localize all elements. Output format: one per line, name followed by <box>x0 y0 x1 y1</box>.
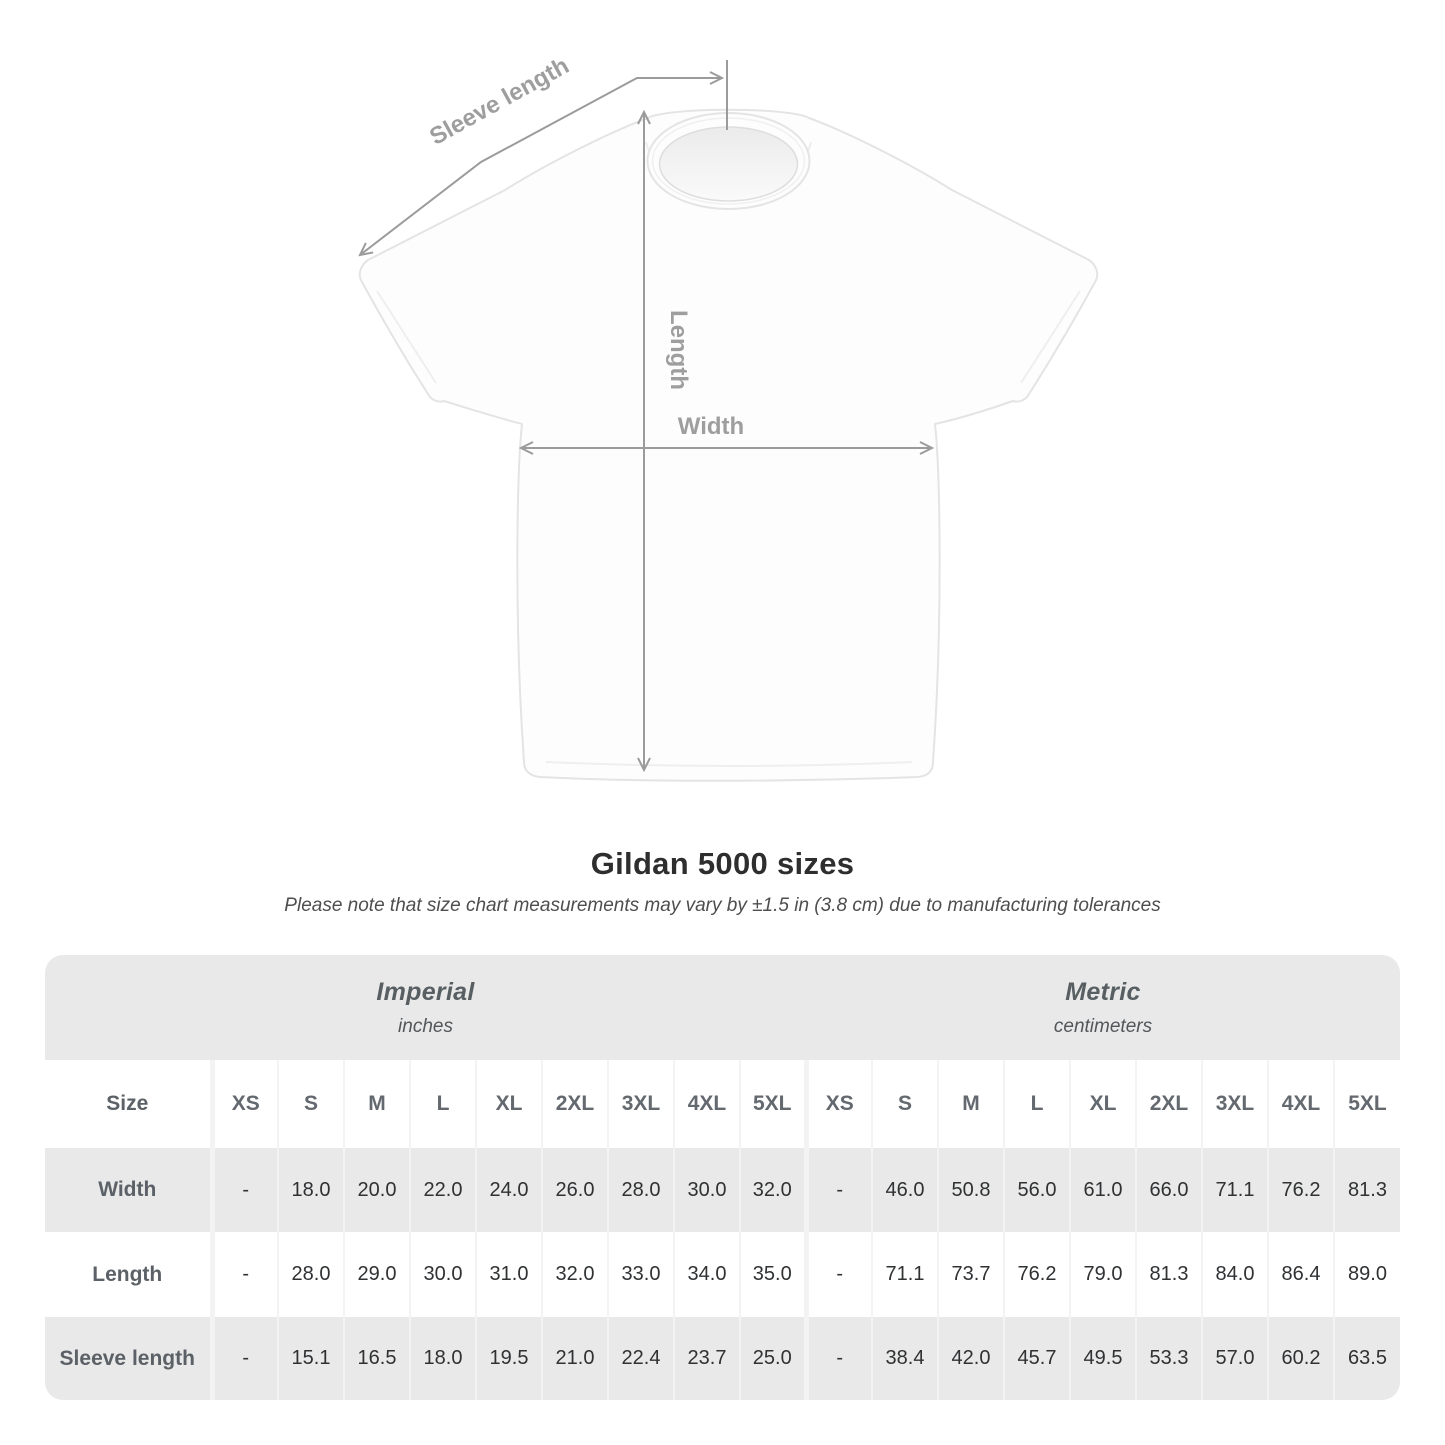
size-header-metric-xl: XL <box>1070 1060 1136 1148</box>
size-header-imperial-4xl: 4XL <box>674 1060 740 1148</box>
size-header-metric-5xl: 5XL <box>1334 1060 1400 1148</box>
row-label: Width <box>45 1148 212 1232</box>
measurement-cell: 21.0 <box>542 1317 608 1400</box>
measurement-cell: 57.0 <box>1202 1317 1268 1400</box>
sleeve-length-arrow-label: Sleeve length <box>425 52 574 151</box>
size-header-metric-l: L <box>1004 1060 1070 1148</box>
section-sublabel: centimeters <box>1053 1015 1153 1037</box>
measurement-cell: 76.2 <box>1268 1148 1334 1232</box>
size-header-imperial-s: S <box>278 1060 344 1148</box>
measurement-cell: 32.0 <box>740 1148 806 1232</box>
measurement-cell: 73.7 <box>938 1232 1004 1317</box>
size-table-container <box>45 955 1400 1400</box>
measurement-cell: 18.0 <box>278 1148 344 1232</box>
tshirt-illustration <box>360 110 1097 781</box>
title-block <box>0 846 1445 917</box>
measurement-cell: 45.7 <box>1004 1317 1070 1400</box>
size-header-imperial-l: L <box>410 1060 476 1148</box>
measurement-cell: 18.0 <box>410 1317 476 1400</box>
measurement-cell: 81.3 <box>1136 1232 1202 1317</box>
size-header-metric-s: S <box>872 1060 938 1148</box>
measurement-cell: 60.2 <box>1268 1317 1334 1400</box>
measurement-cell: 16.5 <box>344 1317 410 1400</box>
size-header-imperial-m: M <box>344 1060 410 1148</box>
tshirt-body <box>360 110 1097 781</box>
measurement-cell: 63.5 <box>1334 1317 1400 1400</box>
measurement-cell: 50.8 <box>938 1148 1004 1232</box>
width-arrow-label: Width <box>677 413 745 440</box>
measurement-cell: 42.0 <box>938 1317 1004 1400</box>
row-label: Sleeve length <box>45 1317 212 1400</box>
measurement-cell: - <box>806 1317 872 1400</box>
measurement-cell: 49.5 <box>1070 1317 1136 1400</box>
tolerance-note: Please note that size chart measurements may vary by ±1.5 in (3.8 cm) due to manufacturing tolerances <box>284 895 1161 916</box>
measurement-cell: 76.2 <box>1004 1232 1070 1317</box>
measurement-cell: 26.0 <box>542 1148 608 1232</box>
row-label: Length <box>45 1232 212 1317</box>
measurement-cell: - <box>212 1232 278 1317</box>
measurement-cell: 30.0 <box>410 1232 476 1317</box>
measurement-cell: 15.1 <box>278 1317 344 1400</box>
size-header-imperial-xl: XL <box>476 1060 542 1148</box>
measurement-cell: 71.1 <box>872 1232 938 1317</box>
neck-opening <box>660 127 798 201</box>
page-title: Gildan 5000 sizes <box>590 846 855 881</box>
measurement-cell: 24.0 <box>476 1148 542 1232</box>
measurement-cell: 29.0 <box>344 1232 410 1317</box>
measurement-cell: 20.0 <box>344 1148 410 1232</box>
measurement-cell: 35.0 <box>740 1232 806 1317</box>
section-label: Imperial <box>376 977 475 1006</box>
size-table <box>45 955 1400 1400</box>
measurement-cell: 86.4 <box>1268 1232 1334 1317</box>
measurement-cell: 23.7 <box>674 1317 740 1400</box>
measurement-cell: 25.0 <box>740 1317 806 1400</box>
section-label: Metric <box>1065 977 1141 1006</box>
size-header-imperial-2xl: 2XL <box>542 1060 608 1148</box>
measurement-cell: 34.0 <box>674 1232 740 1317</box>
size-header-metric-xs: XS <box>806 1060 872 1148</box>
table-row <box>45 1317 1400 1400</box>
measurement-cell: 84.0 <box>1202 1232 1268 1317</box>
size-header-metric-4xl: 4XL <box>1268 1060 1334 1148</box>
size-header-metric-3xl: 3XL <box>1202 1060 1268 1148</box>
measurement-cell: 53.3 <box>1136 1317 1202 1400</box>
metric-section-header <box>806 955 1400 1060</box>
measurement-cell: 33.0 <box>608 1232 674 1317</box>
measurement-cell: 28.0 <box>608 1148 674 1232</box>
measurement-cell: - <box>212 1148 278 1232</box>
size-header-metric-2xl: 2XL <box>1136 1060 1202 1148</box>
measurement-cell: 32.0 <box>542 1232 608 1317</box>
measurement-cell: 31.0 <box>476 1232 542 1317</box>
measurement-cell: 30.0 <box>674 1148 740 1232</box>
measurement-cell: 19.5 <box>476 1317 542 1400</box>
measurement-cell: 22.4 <box>608 1317 674 1400</box>
measurement-cell: - <box>212 1317 278 1400</box>
imperial-section-header <box>45 955 806 1060</box>
measurement-cell: - <box>806 1232 872 1317</box>
measurement-cell: 56.0 <box>1004 1148 1070 1232</box>
measurement-cell: 66.0 <box>1136 1148 1202 1232</box>
table-row <box>45 1232 1400 1317</box>
measurement-cell: 81.3 <box>1334 1148 1400 1232</box>
measurement-cell: 71.1 <box>1202 1148 1268 1232</box>
measurement-cell: 79.0 <box>1070 1232 1136 1317</box>
size-corner-header: Size <box>45 1060 212 1148</box>
measurement-cell: - <box>806 1148 872 1232</box>
length-arrow-label: Length <box>665 310 692 390</box>
measurement-cell: 22.0 <box>410 1148 476 1232</box>
size-header-imperial-5xl: 5XL <box>740 1060 806 1148</box>
measurement-cell: 46.0 <box>872 1148 938 1232</box>
table-row <box>45 1148 1400 1232</box>
measurement-cell: 89.0 <box>1334 1232 1400 1317</box>
measurement-cell: 28.0 <box>278 1232 344 1317</box>
section-sublabel: inches <box>398 1015 453 1037</box>
size-header-imperial-xs: XS <box>212 1060 278 1148</box>
measurement-cell: 38.4 <box>872 1317 938 1400</box>
size-header-imperial-3xl: 3XL <box>608 1060 674 1148</box>
measurement-cell: 61.0 <box>1070 1148 1136 1232</box>
size-header-metric-m: M <box>938 1060 1004 1148</box>
